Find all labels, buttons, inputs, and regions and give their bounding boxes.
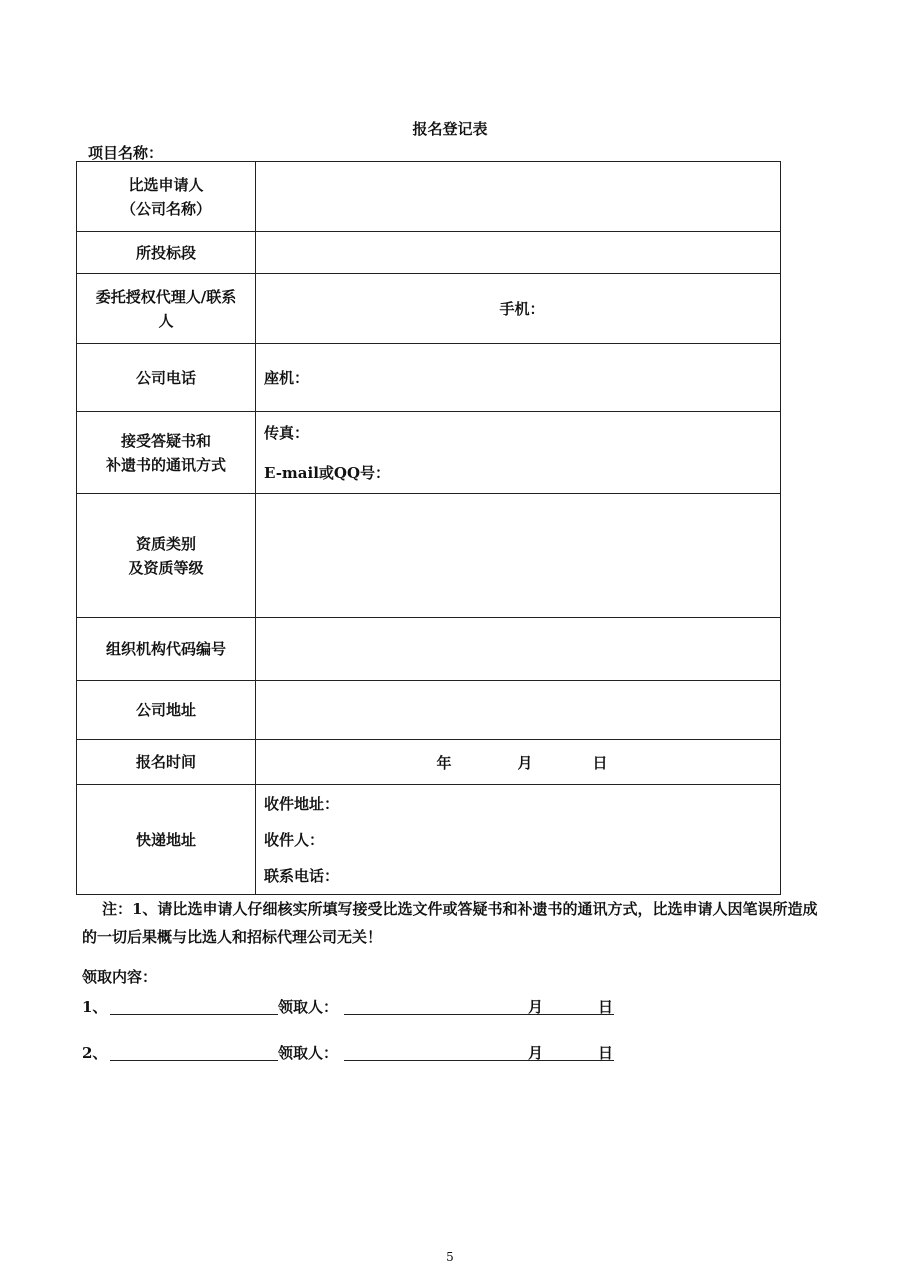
disclaimer-note: 注：1、请比选申请人仔细核实所填写接受比选文件或答疑书和补遗书的通讯方式，比选申请人因笔误所造成的一切后果概与比选人和招标代理公司无关！ [82, 900, 818, 946]
receive-line-2 [82, 1042, 642, 1064]
table-row-qualification [77, 494, 781, 618]
table-row-phone [77, 344, 781, 412]
address-label: 公司地址 [77, 681, 256, 740]
receiver-label: 领取人： [278, 1044, 339, 1062]
reg-time-field[interactable] [256, 740, 781, 785]
org-code-field[interactable] [256, 618, 781, 681]
receive-line-1 [82, 996, 642, 1018]
table-row-applicant [77, 162, 781, 232]
reg-time-label: 报名时间 [77, 740, 256, 785]
express-label: 快递地址 [77, 785, 256, 895]
recipient-label: 收件人： [264, 830, 325, 849]
table-row-section [77, 232, 781, 274]
agent-mobile-field[interactable] [256, 274, 781, 344]
mobile-label: 手机： [499, 300, 545, 318]
recv-addr-label: 收件地址： [264, 794, 340, 813]
month-label: 月 [528, 1044, 544, 1062]
receiver-label: 领取人： [278, 998, 339, 1016]
phone-label: 公司电话 [77, 344, 256, 412]
receive-number: 2、 [82, 1044, 108, 1062]
table-row-express [77, 785, 781, 895]
applicant-field[interactable] [256, 162, 781, 232]
table-row-agent [77, 274, 781, 344]
form-title: 报名登记表 [412, 120, 488, 138]
day-label: 日 [598, 1044, 614, 1062]
applicant-label: 比选申请人 （公司名称） [77, 162, 256, 232]
landline-label: 座机： [264, 369, 310, 387]
receiver-blank[interactable] [344, 1014, 614, 1015]
page-number: 5 [446, 1250, 454, 1264]
day-label: 日 [598, 998, 614, 1016]
table-row-org-code [77, 618, 781, 681]
table-row-address [77, 681, 781, 740]
email-label: E-mail或QQ号： [264, 464, 391, 483]
month-label: 月 [517, 753, 533, 772]
contact-field[interactable] [256, 412, 781, 494]
section-field[interactable] [256, 232, 781, 274]
table-row-contact [77, 412, 781, 494]
day-label: 日 [592, 753, 608, 772]
content-blank[interactable] [110, 1060, 278, 1061]
receive-title: 领取内容： [82, 968, 158, 986]
project-name-label: 项目名称： [88, 144, 164, 162]
agent-label: 委托授权代理人/联系 人 [77, 274, 256, 344]
org-code-label: 组织机构代码编号 [77, 618, 256, 681]
receiver-blank[interactable] [344, 1060, 614, 1061]
section-label: 所投标段 [77, 232, 256, 274]
qualification-label: 资质类别 及资质等级 [77, 494, 256, 618]
registration-table [76, 161, 781, 895]
landline-field[interactable] [256, 344, 781, 412]
table-row-reg-time [77, 740, 781, 785]
date-row [264, 752, 780, 773]
content-blank[interactable] [110, 1014, 278, 1015]
tel-label: 联系电话： [264, 867, 340, 886]
receive-number: 1、 [82, 998, 108, 1016]
month-label: 月 [528, 998, 544, 1016]
fax-label: 传真： [264, 423, 310, 442]
address-field[interactable] [256, 681, 781, 740]
express-field[interactable] [256, 785, 781, 895]
year-label: 年 [436, 753, 452, 772]
qualification-field[interactable] [256, 494, 781, 618]
contact-label: 接受答疑书和 补遗书的通讯方式 [77, 412, 256, 494]
